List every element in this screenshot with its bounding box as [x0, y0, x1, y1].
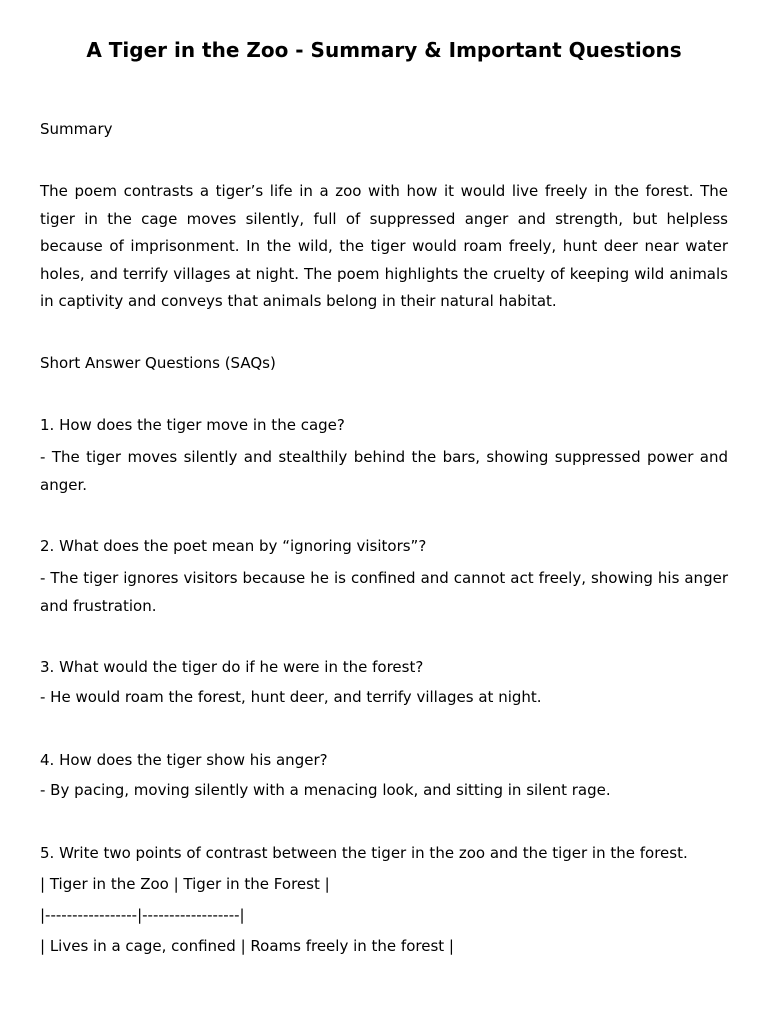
answer-3: - He would roam the forest, hunt deer, and terrify villages at night.: [40, 688, 542, 706]
answer-4: - By pacing, moving silently with a menacing look, and sitting in silent rage.: [40, 781, 611, 799]
table-separator-row: |-----------------|------------------|: [40, 906, 245, 924]
page-title: A Tiger in the Zoo - Summary & Important Questions: [86, 38, 682, 62]
question-4: 4. How does the tiger show his anger?: [40, 751, 328, 769]
question-1: 1. How does the tiger move in the cage?: [40, 416, 345, 434]
answer-2: - The tiger ignores visitors because he is confined and cannot act freely, showing his anger and frustration.: [40, 569, 728, 615]
table-row: | Lives in a cage, confined | Roams freely in the forest |: [40, 937, 454, 955]
question-2: 2. What does the poet mean by “ignoring visitors”?: [40, 537, 427, 555]
summary-paragraph: The poem contrasts a tiger’s life in a zoo with how it would live freely in the forest. The tiger in the cage moves silently, full of suppressed anger and strength, but helpless because of imprisonment. In the wild, the tiger would roam freely, hunt deer near water holes, and terrify villages at night. The poem highlights the cruelty of keeping wild animals in captivity and conveys that animals belong in their natural habitat.: [40, 182, 728, 310]
saq-heading: Short Answer Questions (SAQs): [40, 354, 276, 372]
question-3: 3. What would the tiger do if he were in the forest?: [40, 658, 424, 676]
question-5: 5. Write two points of contrast between the tiger in the zoo and the tiger in the forest.: [40, 844, 688, 862]
summary-heading: Summary: [40, 120, 113, 138]
table-header-row: | Tiger in the Zoo | Tiger in the Forest |: [40, 875, 330, 893]
answer-1: - The tiger moves silently and stealthily behind the bars, showing suppressed power and anger.: [40, 448, 728, 494]
